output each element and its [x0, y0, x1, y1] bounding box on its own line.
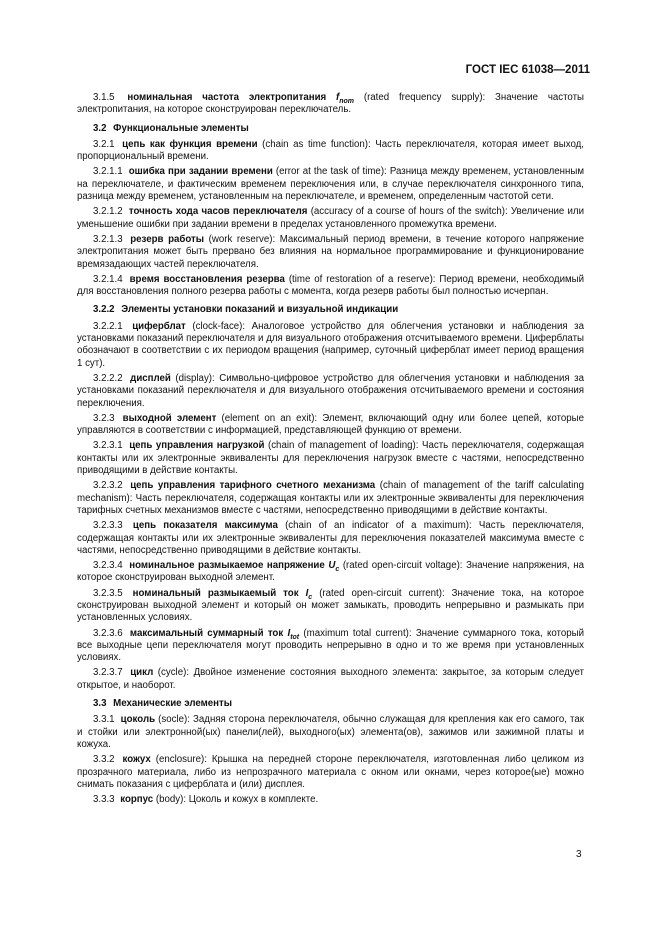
term-symbol-subscript: c	[335, 566, 340, 574]
clause-3-2-3-1	[77, 440, 584, 477]
term: цепь показателя максимума	[132, 520, 278, 532]
clause-3-3-3	[77, 794, 584, 806]
document-body	[77, 92, 584, 809]
clause-number: 3.2.3.7	[93, 667, 123, 679]
clause-3-3-1	[77, 714, 584, 751]
term: выходной элемент	[122, 412, 217, 424]
term: корпус	[120, 794, 154, 806]
clause-3-2-1-2	[77, 206, 584, 231]
clause-number: 3.2.3.2	[93, 480, 123, 492]
definition: (chain of management of the tariff calculating mechanism): Часть переключателя, содержащая контакты или их электронные эквиваленты для переключения тарифных счетных механизмов вместе с частями, непосредственно приводящими в действие контакты.	[77, 480, 584, 516]
section-title: Элементы установки показаний и визуальной индикации	[121, 304, 399, 316]
term: цепь управления нагрузкой	[129, 440, 265, 452]
clause-number: 3.3.3	[93, 794, 115, 806]
term: циферблат	[132, 320, 186, 332]
term: цоколь	[120, 714, 156, 726]
clause-number: 3.2.2.2	[93, 372, 123, 384]
clause-3-2-3-5	[77, 588, 584, 625]
term: цепь как функция времени	[122, 138, 258, 150]
clause-3-2-1-4	[77, 274, 584, 299]
document-code-header: ГОСТ IEC 61038—2011	[465, 64, 590, 76]
definition: (work reserve): Максимальный период времени, в течение которого напряжение электропитания может быть прервано без влияния на нормальное программирование и функционирование времязадающих частей переключателя.	[77, 233, 584, 270]
definition: (clock-face): Аналоговое устройство для облегчения установки и наблюдения за установками показаний переключателя и для визуального отображения отсчитываемого времени. Циферблаты обозначают в соответствии с их периодом вращения (например, суточный циферблат имеет период вращения 1 сут).	[77, 320, 584, 369]
clause-number: 3.2.1.3	[93, 233, 123, 245]
clause-number: 3.3.1	[93, 714, 115, 726]
clause-3-2-3-4	[77, 560, 584, 585]
definition: (element on an exit): Элемент, включающий одну или более цепей, которые управляются в соответствии с информацией, представляющей функцию от времени.	[77, 412, 584, 437]
definition: (rated open-circuit voltage): Значение напряжения, на которое сконструирован выходной элемент.	[77, 560, 584, 584]
definition: (rated frequency supply): Значение частоты электропитания, на которое сконструирован переключатель.	[77, 92, 585, 116]
section-number: 3.2.2	[93, 304, 115, 316]
term: кожух	[122, 754, 151, 766]
term: цепь управления тарифного счетного механизма	[130, 480, 376, 492]
clause-3-1-5	[77, 92, 584, 117]
definition: (cycle): Двойное изменение состояния выходного элемента: закрытое, за которым следует открытое, и наоборот.	[77, 667, 584, 691]
definition: (body): Цоколь и кожух в комплекте.	[153, 794, 319, 806]
clause-3-2-3-2	[77, 480, 584, 517]
clause-3-2-3-6	[77, 628, 584, 665]
term-symbol-subscript: tot	[290, 633, 300, 641]
clause-number: 3.2.3	[93, 412, 115, 424]
clause-3-3-2	[77, 754, 584, 791]
term: точность хода часов переключателя	[128, 206, 308, 218]
definition: (chain of management of loading): Часть переключателя, содержащая контакты или их электронные эквиваленты для переключения нагрузок вместе с частями, непосредственно приводящими в действие контакты.	[77, 440, 584, 477]
term: ошибка при задании времени	[128, 166, 273, 178]
clause-3-2-3-7	[77, 667, 584, 692]
term-symbol: I	[287, 627, 291, 639]
definition: (time of restoration of a reserve): Период времени, необходимый для восстановления полного резерва работы с момента, когда резерв работы был полностью исчерпан.	[77, 273, 585, 298]
definition: (display): Символьно-цифровое устройство для облегчения установки и наблюдения за установками показаний переключателя и для визуального отображения отсчитываемого времени и состояния переключения.	[77, 372, 584, 409]
clause-number: 3.2.3.1	[93, 440, 123, 452]
clause-number: 3.2.1.1	[93, 166, 123, 178]
section-heading-3-2	[93, 123, 584, 135]
section-heading-3-3	[93, 698, 584, 710]
definition: (maximum total current): Значение суммарного тока, который все выходные цепи переключателя могут проводить непрерывно в одно и то же время при установленных условиях.	[77, 627, 584, 664]
clause-number: 3.2.3.6	[93, 627, 123, 639]
clause-number: 3.1.5	[93, 92, 115, 103]
section-heading-3-2-2	[93, 304, 584, 316]
definition: (error at the task of time): Разница между временем, установленным на переключателе, и фактическим временем переключения или, в случае переключателя синхронного типа, разница между временем, установленным на переключателе, и временем, определенным частотой сети.	[77, 166, 584, 203]
clause-number: 3.2.2.1	[93, 320, 123, 332]
definition: (enclosure): Крышка на передней стороне переключателя, изготовленная либо целиком из прозрачного материала, либо из непрозрачного материала с окном или окнами, через которое(ые) можно снимать показания с циферблата и (или) дисплея.	[77, 754, 584, 790]
section-title: Механические элементы	[113, 698, 233, 710]
clause-3-2-2-1	[77, 321, 584, 370]
definition: (rated open-circuit current): Значение тока, на которое сконструирован выходной элемент и который он может замыкать, проводить непрерывно и размыкать при установленных условиях.	[77, 587, 584, 624]
clause-number: 3.2.3.3	[93, 520, 123, 532]
clause-3-2-1-1	[77, 166, 584, 203]
term: номинальный размыкаемый ток	[132, 587, 299, 599]
term: номинальное размыкаемое напряжение	[129, 560, 325, 572]
clause-number: 3.2.1.2	[93, 206, 123, 218]
term: максимальный суммарный ток	[129, 627, 284, 639]
definition: (chain of an indicator of a maximum): Часть переключателя, содержащая контакты или их электронные эквиваленты для переключения показателей максимума вместе с частями, непосредственно приводящими в действие контакты.	[77, 520, 584, 556]
term: время восстановления резерва	[129, 273, 285, 285]
section-title: Функциональные элементы	[113, 122, 249, 134]
term-symbol-subscript: nom	[339, 97, 355, 105]
clause-3-2-3-3	[77, 520, 584, 557]
clause-number: 3.2.3.5	[93, 587, 123, 599]
clause-number: 3.2.1.4	[93, 273, 123, 285]
term: цикл	[130, 667, 154, 679]
clause-3-2-1-3	[77, 234, 584, 271]
term-symbol: I	[305, 587, 309, 599]
term: резерв работы	[130, 233, 205, 245]
clause-3-2-1	[77, 139, 584, 164]
definition: (socle): Задняя сторона переключателя, обычно служащая для крепления как его самого, так и стойки или электронной(ых) панели(лей), выходного(ых) элемента(ов), зажимов или зажимной платы и кожуха.	[77, 714, 584, 750]
clause-number: 3.2.1	[93, 138, 115, 150]
term: номинальная частота электропитания	[127, 92, 327, 103]
term-symbol: U	[328, 560, 336, 572]
page-number: 3	[576, 849, 582, 860]
term: дисплей	[130, 372, 171, 384]
definition: (chain as time function): Часть переключателя, которая имеет выход, пропорциональный времени.	[77, 138, 584, 163]
term-symbol-subscript: c	[308, 593, 313, 601]
clause-3-2-3	[77, 413, 584, 438]
term-symbol: f	[336, 92, 340, 103]
clause-3-2-2-2	[77, 373, 584, 410]
clause-number: 3.2.3.4	[93, 560, 123, 572]
section-number: 3.3	[93, 698, 107, 710]
definition: (accuracy of a course of hours of the switch): Увеличение или уменьшение ошибки при задании времени в пределах установленного промежутка времени.	[77, 206, 584, 230]
clause-number: 3.3.2	[93, 754, 115, 766]
section-number: 3.2	[93, 122, 107, 134]
